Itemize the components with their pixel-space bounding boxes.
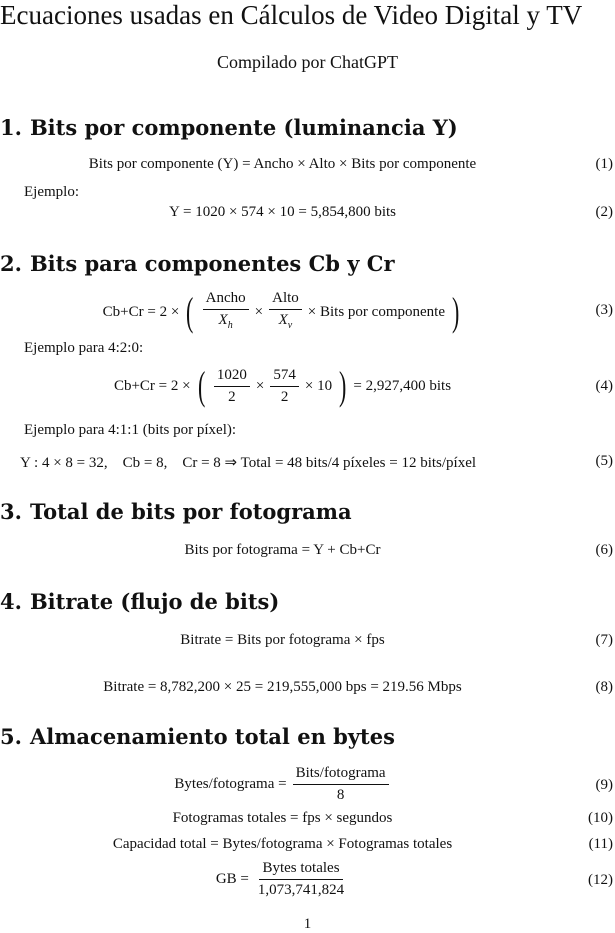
equation-body: Bitrate = Bits por fotograma × fps — [180, 632, 385, 648]
fraction-alto — [269, 290, 302, 334]
equation-number: (8) — [595, 679, 613, 695]
section-number: 4. — [0, 589, 22, 614]
section-heading-5 — [0, 724, 395, 749]
document-subtitle: Compilado por ChatGPT — [217, 52, 398, 72]
equation-body: Bits por fotograma = Y + Cb+Cr — [184, 542, 381, 558]
fraction-denominator: 8 — [336, 787, 345, 803]
fraction-numerator: 1020 — [214, 367, 250, 387]
fraction-1020 — [214, 367, 250, 406]
fraction-numerator: Alto — [269, 290, 302, 310]
equation-10 — [0, 810, 615, 834]
equation-4 — [0, 363, 615, 412]
fraction-574 — [270, 367, 299, 406]
equation-body: Bits por componente (Y) = Ancho × Alto × Bits por componente — [88, 156, 477, 172]
times-sign: × — [254, 303, 264, 320]
fraction-numerator: 574 — [270, 367, 299, 387]
fraction-denominator: 2 — [280, 388, 289, 405]
close-paren: ) — [339, 363, 347, 408]
equation-number: (11) — [588, 836, 613, 852]
times-sign: × — [255, 377, 265, 394]
equation-body: Fotogramas totales = fps × segundos — [172, 810, 393, 826]
fraction-denominator: 1,073,741,824 — [257, 882, 345, 898]
equation-8 — [0, 679, 615, 703]
example-411-label: Ejemplo para 4:1:1 (bits por píxel): — [24, 422, 237, 438]
equation-body: Y : 4 × 8 = 32, Cb = 8, Cr = 8 ⇒ Total = 48 bits/4 píxeles = 12 bits/píxel — [20, 455, 477, 471]
fraction-numerator: Bytes totales — [259, 860, 342, 880]
equation-5 — [0, 453, 615, 477]
section-title: Bits para componentes Cb y Cr — [29, 251, 395, 276]
equation-body: Capacidad total = Bytes/fotograma × Fotogramas totales — [112, 836, 453, 852]
equation-11 — [0, 836, 615, 860]
equation-9 — [0, 765, 615, 807]
equation-body — [0, 363, 565, 408]
equation-6 — [0, 542, 615, 566]
equation-number: (9) — [595, 777, 613, 793]
equation-7 — [0, 632, 615, 656]
close-paren: ) — [451, 289, 460, 334]
equation-3 — [0, 290, 615, 336]
document-title: Ecuaciones usadas en Cálculos de Video Digital y TV — [0, 0, 583, 30]
fraction-bytes-totales — [255, 860, 347, 899]
page-number: 1 — [303, 916, 312, 932]
open-paren: ( — [186, 289, 194, 334]
section-title: Bits por componente (luminancia Y) — [29, 115, 458, 140]
fraction-numerator: Bits/fotograma — [293, 765, 389, 785]
equation-lhs: Cb+Cr = 2 × — [102, 303, 180, 320]
equation-number: (4) — [595, 378, 613, 394]
equation-body: Bitrate = 8,782,200 × 25 = 219,555,000 bps = 219.56 Mbps — [103, 679, 462, 695]
section-number: 3. — [0, 499, 22, 524]
section-title: Almacenamiento total en bytes — [29, 724, 395, 749]
equation-body: Y = 1020 × 574 × 10 = 5,854,800 bits — [168, 204, 397, 220]
equation-number: (6) — [595, 542, 613, 558]
fraction-ancho — [203, 290, 249, 334]
section-heading-3 — [0, 499, 352, 524]
section-number: 1. — [0, 115, 22, 140]
equation-body — [0, 765, 565, 804]
equation-2 — [0, 204, 615, 228]
equation-tail: × Bits por componente — [307, 303, 445, 320]
fraction-bits-fotograma — [293, 765, 389, 804]
section-heading-4 — [0, 589, 279, 614]
section-number: 5. — [0, 724, 22, 749]
equation-number: (12) — [588, 872, 613, 888]
equation-number: (10) — [588, 810, 613, 826]
equation-tail: × 10 — [304, 377, 333, 394]
equation-number: (7) — [595, 632, 613, 648]
equation-number: (3) — [595, 302, 613, 318]
equation-body — [0, 860, 565, 899]
example-label: Ejemplo: — [24, 184, 79, 200]
equation-lhs: Cb+Cr = 2 × — [113, 377, 191, 394]
fraction-denominator: 2 — [228, 388, 236, 405]
equation-number: (1) — [595, 156, 613, 172]
open-paren: ( — [197, 363, 205, 408]
fraction-numerator: Ancho — [203, 290, 249, 310]
section-title: Total de bits por fotograma — [29, 499, 352, 524]
equation-12 — [0, 860, 615, 902]
equation-1 — [0, 156, 615, 180]
section-heading-1 — [0, 115, 458, 140]
equation-body — [0, 290, 565, 334]
equation-lhs: Bytes/fotograma = — [174, 776, 287, 792]
equation-number: (2) — [595, 204, 613, 220]
section-number: 2. — [0, 251, 22, 276]
example-420-label: Ejemplo para 4:2:0: — [24, 340, 144, 356]
equation-rhs: = 2,927,400 bits — [353, 377, 452, 394]
fraction-denominator: $X_v$ — [278, 312, 293, 331]
fraction-denominator: $X_h$ — [218, 312, 233, 331]
section-title: Bitrate (flujo de bits) — [29, 589, 280, 614]
equation-lhs: GB = — [215, 871, 249, 887]
equation-number: (5) — [595, 453, 613, 469]
section-heading-2 — [0, 251, 395, 276]
